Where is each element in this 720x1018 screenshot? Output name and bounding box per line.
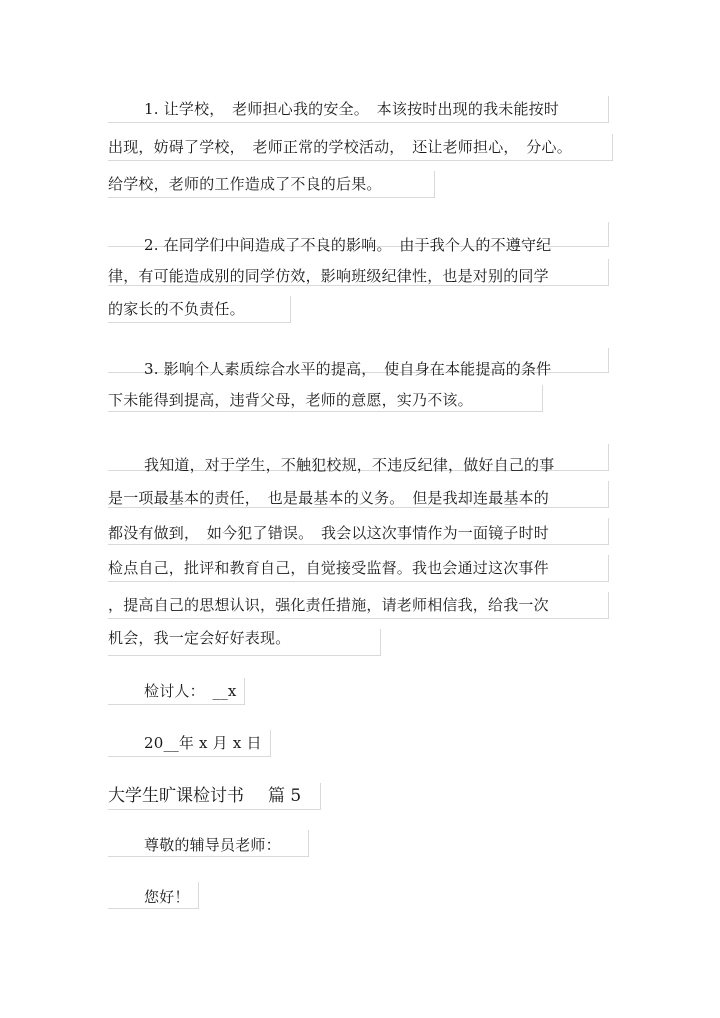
- para2-line2: 律，有可能造成别的同学仿效，影响班级纪律性，也是对别的同学: [108, 267, 549, 285]
- para1-line3: 给学校，老师的工作造成了不良的后果。: [108, 175, 382, 193]
- para4-line3: 都没有做到， 如今犯了错误。 我会以这次事情作为一面镜子时时: [108, 524, 550, 542]
- section-heading: [108, 782, 301, 810]
- section-title: 大学生旷课检讨书: [108, 786, 244, 806]
- para4-line2: 是一项最基本的责任， 也是最基本的义务。 但是我却连最基本的: [108, 489, 550, 507]
- para4-line1: 我知道，对于学生，不触犯校规，不违反纪律，做好自己的事: [144, 456, 555, 474]
- hello: 您好！: [144, 888, 190, 906]
- para2-line3: 的家长的不负责任。: [108, 300, 245, 318]
- para2-line1: 2. 在同学们中间造成了不良的影响。 由于我个人的不遵守纪: [144, 236, 552, 254]
- para4-line5: ，提高自己的思想认识，强化责任措施，请老师相信我，给我一次: [108, 596, 549, 614]
- date: 20__年 x 月 x 日: [144, 734, 262, 752]
- para3-line1: 3. 影响个人素质综合水平的提高， 使自身在本能提高的条件: [144, 360, 552, 378]
- para4-line4: 检点自己，批评和教育自己，自觉接受监督。我也会通过这次事件: [108, 559, 549, 577]
- para4-line6: 机会，我一定会好好表现。: [108, 629, 291, 647]
- section-number: 篇 5: [268, 786, 302, 806]
- signature: 检讨人： __x: [144, 682, 237, 700]
- para1-line2: 出现，妨碍了学校， 老师正常的学校活动， 还让老师担心， 分心。: [108, 138, 572, 156]
- salutation: 尊敬的辅导员老师：: [144, 836, 281, 854]
- para1-line1: 1. 让学校， 老师担心我的安全。 本该按时出现的我未能按时: [144, 100, 560, 118]
- para3-line2: 下未能得到提高，违背父母，老师的意愿，实乃不该。: [108, 391, 473, 409]
